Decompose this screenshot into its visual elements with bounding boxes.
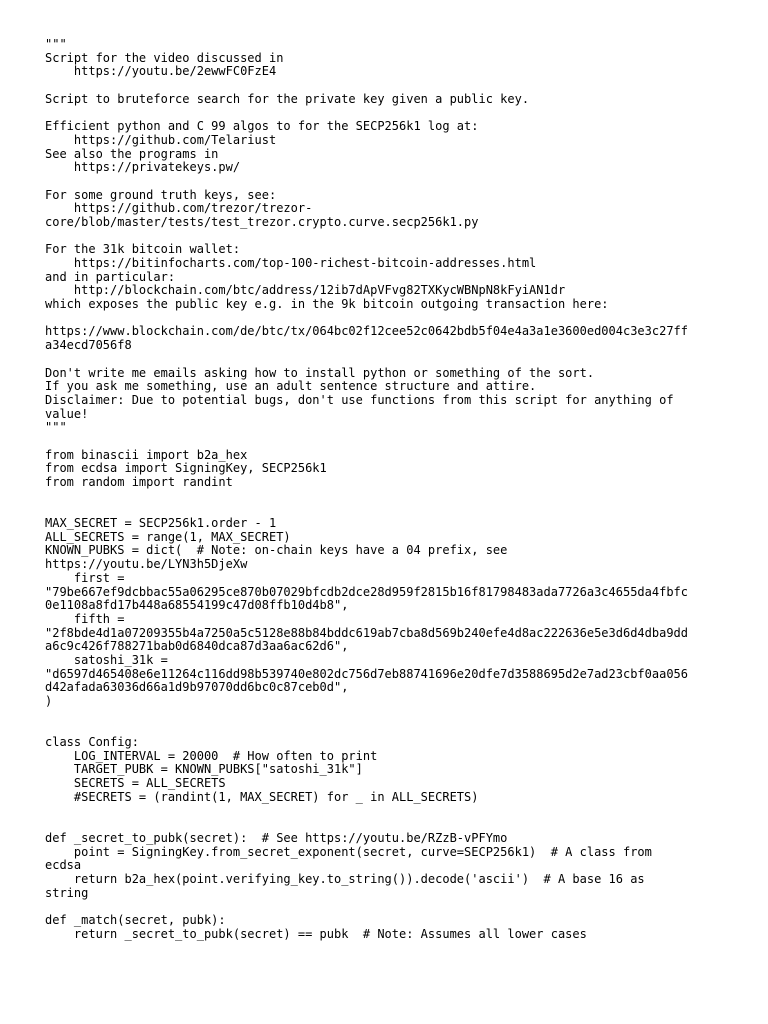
- code-line: core/blob/master/tests/test_trezor.crypto.curve.secp256k1.py: [45, 214, 479, 229]
- code-line: [45, 79, 745, 93]
- code-line: http://blockchain.com/btc/address/12ib7dApVFvg82TXKycWBNpN8kFyiAN1dr: [45, 283, 566, 298]
- code-line: https://www.blockchain.com/de/btc/tx/064bc02f12cee52c0642bdb5f04e4a3a1e3600ed004c3e3c27ff: [45, 324, 688, 339]
- code-line: from ecdsa import SigningKey, SECP256k1: [45, 461, 327, 476]
- code-line: a34ecd7056f8: [45, 338, 132, 353]
- code-line: https://github.com/Telariust: [45, 132, 277, 147]
- code-line: satoshi_31k =: [45, 652, 168, 667]
- code-line: If you ask me something, use an adult sentence structure and attire.: [45, 379, 537, 394]
- code-line: ): [45, 694, 53, 708]
- code-line: Efficient python and C 99 algos to for the SECP256k1 log at:: [45, 119, 479, 134]
- code-line: For the 31k bitcoin wallet:: [45, 242, 241, 257]
- code-line: [45, 175, 745, 189]
- code-line: string: [45, 885, 89, 900]
- code-line: MAX_SECRET = SECP256k1.order - 1: [45, 516, 277, 531]
- code-line: For some ground truth keys, see:: [45, 187, 277, 202]
- code-line: https://youtu.be/LYN3h5DjeXw: [45, 557, 248, 572]
- code-line: def _match(secret, pubk):: [45, 913, 226, 927]
- code-line: point = SigningKey.from_secret_exponent(secret, curve=SECP256k1) # A class from: [45, 844, 652, 859]
- code-line: [45, 353, 745, 367]
- code-line: https://youtu.be/2ewwFC0FzE4: [45, 64, 277, 79]
- code-line: ecdsa: [45, 858, 82, 873]
- code-line: [45, 900, 745, 914]
- code-line: [45, 709, 745, 723]
- code-line: first =: [45, 570, 125, 585]
- code-line: [45, 490, 745, 504]
- code-line: #SECRETS = (randint(1, MAX_SECRET) for _ in ALL_SECRETS): [45, 789, 479, 804]
- code-line: https://github.com/trezor/trezor-: [45, 201, 313, 216]
- code-line: [45, 805, 745, 819]
- code-line: "d6597d465408e6e11264c116dd98b539740e802dc756d7eb88741696e20dfe7d3588695d2e7ad23cbf0aa056: [45, 666, 688, 681]
- code-line: [45, 106, 745, 120]
- code-line: value!: [45, 406, 89, 421]
- code-line: "2f8bde4d1a07209355b4a7250a5c5128e88b84bddc619ab7cba8d569b240efe4d8ac222636e5e3d6d4dba9dd: [45, 625, 688, 640]
- code-line: LOG_INTERVAL = 20000 # How often to print: [45, 748, 378, 763]
- code-line: d42afada63036d66a1d9b97070dd6bc0c87ceb0d",: [45, 680, 349, 695]
- code-line: [45, 503, 745, 517]
- code-line: Script to bruteforce search for the private key given a public key.: [45, 91, 530, 106]
- code-line: def _secret_to_pubk(secret): # See https://youtu.be/RZzB-vPFYmo: [45, 830, 508, 845]
- code-line: [45, 312, 745, 326]
- code-line: from binascii import b2a_hex: [45, 447, 248, 462]
- code-line: return _secret_to_pubk(secret) == pubk # Note: Assumes all lower cases: [45, 926, 587, 941]
- code-line: from random import randint: [45, 475, 233, 489]
- code-line: [45, 230, 745, 244]
- code-line: TARGET_PUBK = KNOWN_PUBKS["satoshi_31k"]: [45, 762, 363, 777]
- code-line: and in particular:: [45, 269, 176, 284]
- code-line: Don't write me emails asking how to install python or something of the sort.: [45, 365, 595, 380]
- code-line: class Config:: [45, 735, 139, 750]
- code-line: fifth =: [45, 611, 125, 626]
- code-line: a6c9c426f788271bab0d6840dca87d3aa6ac62d6",: [45, 639, 349, 654]
- code-line: [45, 435, 745, 449]
- code-line: https://bitinfocharts.com/top-100-richest-bitcoin-addresses.html: [45, 256, 537, 270]
- code-line: which exposes the public key e.g. in the 9k bitcoin outgoing transaction here:: [45, 297, 609, 312]
- code-line: """: [45, 420, 67, 435]
- code-line: Script for the video discussed in: [45, 50, 284, 65]
- code-line: SECRETS = ALL_SECRETS: [45, 776, 226, 791]
- code-line: ALL_SECRETS = range(1, MAX_SECRET): [45, 529, 291, 544]
- code-line: KNOWN_PUBKS = dict( # Note: on-chain keys have a 04 prefix, see: [45, 543, 508, 558]
- code-line: [45, 722, 745, 736]
- code-line: Disclaimer: Due to potential bugs, don't use functions from this script for anything of: [45, 392, 674, 407]
- code-line: "79be667ef9dcbbac55a06295ce870b07029bfcdb2dce28d959f2815b16f81798483ada7726a3c4655da4fbfc: [45, 584, 688, 599]
- code-line: https://privatekeys.pw/: [45, 160, 241, 175]
- code-line: 0e1108a8fd17b448a68554199c47d08ffb10d4b8",: [45, 598, 349, 613]
- code-line: [45, 818, 745, 832]
- code-line: """: [45, 37, 67, 51]
- code-line: return b2a_hex(point.verifying_key.to_string()).decode('ascii') # A base 16 as: [45, 871, 645, 886]
- code-document: [45, 38, 745, 941]
- code-line: See also the programs in: [45, 146, 219, 161]
